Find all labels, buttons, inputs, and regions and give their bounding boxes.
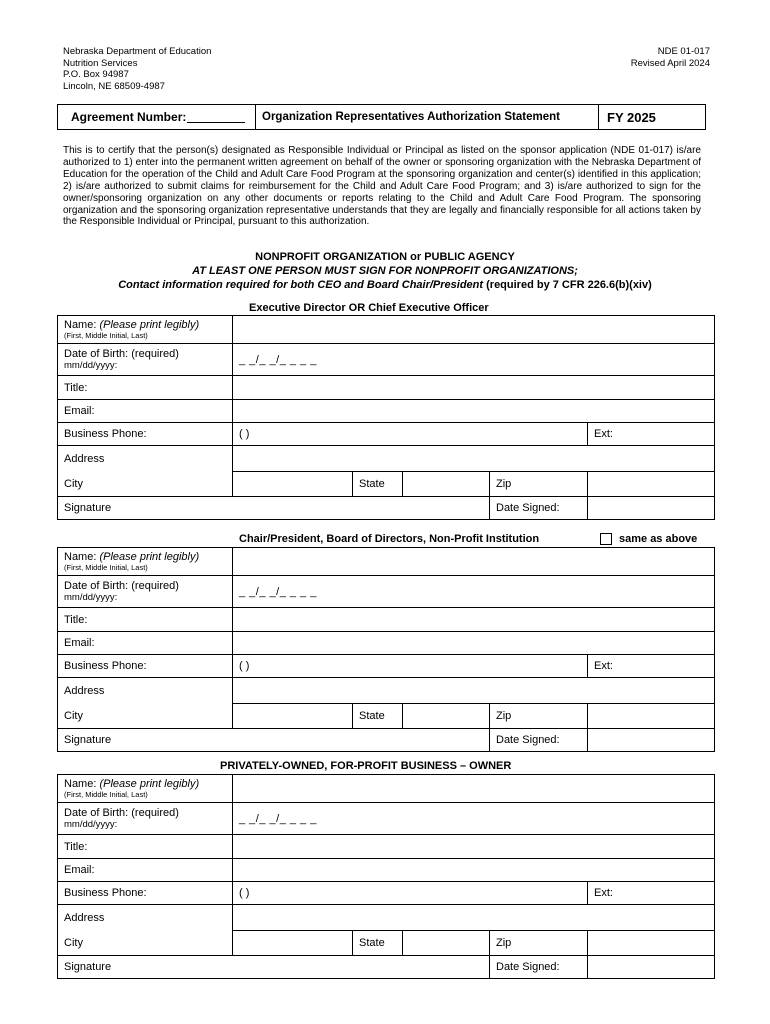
zip-label: Zip (490, 472, 588, 497)
state-field[interactable] (403, 472, 490, 497)
ext-field[interactable]: Ext: (588, 882, 715, 905)
phone-row (58, 655, 715, 678)
signature-row (58, 497, 715, 520)
address-field[interactable] (233, 678, 715, 704)
form-title: Organization Representatives Authorization Statement (256, 105, 599, 129)
email-field[interactable] (233, 400, 715, 423)
phone-label: Business Phone: (58, 655, 233, 678)
name-label: Name: (Please print legibly) (First, Middle Initial, Last) (58, 775, 233, 803)
city-label: City (58, 472, 233, 497)
state-field[interactable] (403, 931, 490, 956)
dob-row (58, 344, 715, 376)
fiscal-year: FY 2025 (607, 109, 656, 125)
dob-row (58, 803, 715, 835)
name-label: Name: (Please print legibly) (First, Middle Initial, Last) (58, 316, 233, 344)
email-label: Email: (58, 859, 233, 882)
name-row (58, 548, 715, 576)
zip-field[interactable] (588, 931, 715, 956)
contact-requirement (0, 279, 770, 293)
contact-requirement-text: Contact information required for both CEO and Board Chair/President (118, 279, 484, 291)
dob-field[interactable]: _ _/_ _/_ _ _ _ (233, 576, 715, 608)
state-field[interactable] (403, 704, 490, 729)
address-label: Address (58, 905, 233, 931)
date-signed-field[interactable] (588, 729, 715, 752)
chair-section-heading: Chair/President, Board of Directors, Non-Profit Institution (239, 533, 540, 545)
dob-label: Date of Birth: (required) mm/dd/yyyy: (58, 344, 233, 376)
email-field[interactable] (233, 859, 715, 882)
city-label: City (58, 704, 233, 729)
city-field[interactable] (233, 472, 353, 497)
signature-field[interactable] (233, 956, 490, 979)
phone-field[interactable]: ( ) (233, 882, 588, 905)
title-bar (57, 104, 706, 130)
agency-address (63, 46, 211, 92)
form-revision: Revised April 2024 (630, 57, 710, 69)
address-row (58, 905, 715, 931)
email-row (58, 859, 715, 882)
certification-text: This is to certify that the person(s) designated as Responsible Individual or Principal as listed on the sponsor application (NDE 01-017) is/are authorized to 1) enter into the permanent written agreement on behalf of the owner or sponsoring organization with the Nebraska Department of Education for the operation of the Child and Adult Care Food Program at the sponsoring organization and center(s) identified in this application; 2) is/are authorized to submit claims for reimbursement for the Child and Adult Care Food Program; and 3) is/are authorized to sign for the owner/sponsoring organization on any other documents or reports relating to the Child and Adult Care Food Program. The sponsoring organization and the sponsoring organization representative understands that they are legally and financially responsible for all actions taken by the Responsible Individual or Principal, pursuant to this authorization. (63, 145, 701, 228)
ext-field[interactable]: Ext: (588, 423, 715, 446)
date-signed-label: Date Signed: (490, 497, 588, 520)
agreement-number-cell[interactable] (58, 105, 256, 129)
title-label: Title: (58, 608, 233, 632)
date-signed-field[interactable] (588, 497, 715, 520)
city-label: City (58, 931, 233, 956)
agency-po-box: P.O. Box 94987 (63, 69, 129, 81)
dob-field[interactable]: _ _/_ _/_ _ _ _ (233, 344, 715, 376)
dob-label: Date of Birth: (required) mm/dd/yyyy: (58, 576, 233, 608)
signature-row (58, 956, 715, 979)
city-field[interactable] (233, 931, 353, 956)
date-signed-label: Date Signed: (490, 729, 588, 752)
title-field[interactable] (233, 835, 715, 859)
form-identifier (631, 46, 710, 69)
signature-label: Signature (58, 729, 233, 752)
phone-field[interactable]: ( ) (233, 655, 588, 678)
ceo-section-heading: Executive Director OR Chief Executive Officer (249, 302, 489, 314)
title-field[interactable] (233, 376, 715, 400)
dob-label: Date of Birth: (required) mm/dd/yyyy: (58, 803, 233, 835)
date-signed-field[interactable] (588, 956, 715, 979)
title-row (58, 376, 715, 400)
signature-field[interactable] (233, 497, 490, 520)
address-row (58, 446, 715, 472)
email-label: Email: (58, 632, 233, 655)
name-label: Name: (Please print legibly) (First, Middle Initial, Last) (58, 548, 233, 576)
address-label: Address (58, 446, 233, 472)
title-label: Title: (58, 835, 233, 859)
title-row (58, 608, 715, 632)
zip-field[interactable] (588, 472, 715, 497)
same-as-above-label: same as above (619, 533, 698, 545)
dob-row (58, 576, 715, 608)
address-row (58, 678, 715, 704)
same-as-above-option[interactable] (600, 533, 697, 545)
city-row (58, 704, 715, 729)
nonprofit-heading: NONPROFIT ORGANIZATION or PUBLIC AGENCY (255, 251, 515, 263)
name-field[interactable] (233, 775, 715, 803)
signature-label: Signature (58, 497, 233, 520)
address-field[interactable] (233, 446, 715, 472)
date-signed-label: Date Signed: (490, 956, 588, 979)
owner-section-heading: PRIVATELY-OWNED, FOR-PROFIT BUSINESS – OWNER (220, 760, 512, 772)
zip-label: Zip (490, 931, 588, 956)
signature-row (58, 729, 715, 752)
title-row (58, 835, 715, 859)
same-as-above-checkbox[interactable] (600, 533, 612, 545)
dob-field[interactable]: _ _/_ _/_ _ _ _ (233, 803, 715, 835)
title-label: Title: (58, 376, 233, 400)
email-field[interactable] (233, 632, 715, 655)
zip-label: Zip (490, 704, 588, 729)
zip-field[interactable] (588, 704, 715, 729)
state-label: State (353, 472, 403, 497)
name-field[interactable] (233, 316, 715, 344)
address-label: Address (58, 678, 233, 704)
title-field[interactable] (233, 608, 715, 632)
agency-name: Nebraska Department of Education (63, 46, 212, 57)
agreement-number-field[interactable] (187, 111, 245, 123)
phone-field[interactable]: ( ) (233, 423, 588, 446)
signature-label: Signature (58, 956, 233, 979)
ceo-info-table (57, 315, 715, 520)
city-row (58, 472, 715, 497)
state-label: State (353, 704, 403, 729)
owner-info-table (57, 774, 715, 979)
nonprofit-requirement: AT LEAST ONE PERSON MUST SIGN FOR NONPROFIT ORGANIZATIONS; (192, 265, 578, 277)
city-field[interactable] (233, 704, 353, 729)
city-row (58, 931, 715, 956)
email-row (58, 400, 715, 423)
name-row (58, 316, 715, 344)
phone-row (58, 423, 715, 446)
ext-field[interactable]: Ext: (588, 655, 715, 678)
address-field[interactable] (233, 905, 715, 931)
agency-division: Nutrition Services (63, 57, 138, 69)
email-label: Email: (58, 400, 233, 423)
agreement-number-label: Agreement Number: (71, 110, 187, 124)
state-label: State (353, 931, 403, 956)
form-number: NDE 01-017 (657, 46, 710, 57)
phone-row (58, 882, 715, 905)
name-field[interactable] (233, 548, 715, 576)
phone-label: Business Phone: (58, 423, 233, 446)
cfr-citation: (required by 7 CFR 226.6(b)(xiv) (483, 279, 652, 291)
chair-info-table (57, 547, 715, 752)
phone-label: Business Phone: (58, 882, 233, 905)
email-row (58, 632, 715, 655)
name-row (58, 775, 715, 803)
agency-city: Lincoln, NE 68509-4987 (63, 80, 165, 92)
signature-field[interactable] (233, 729, 490, 752)
